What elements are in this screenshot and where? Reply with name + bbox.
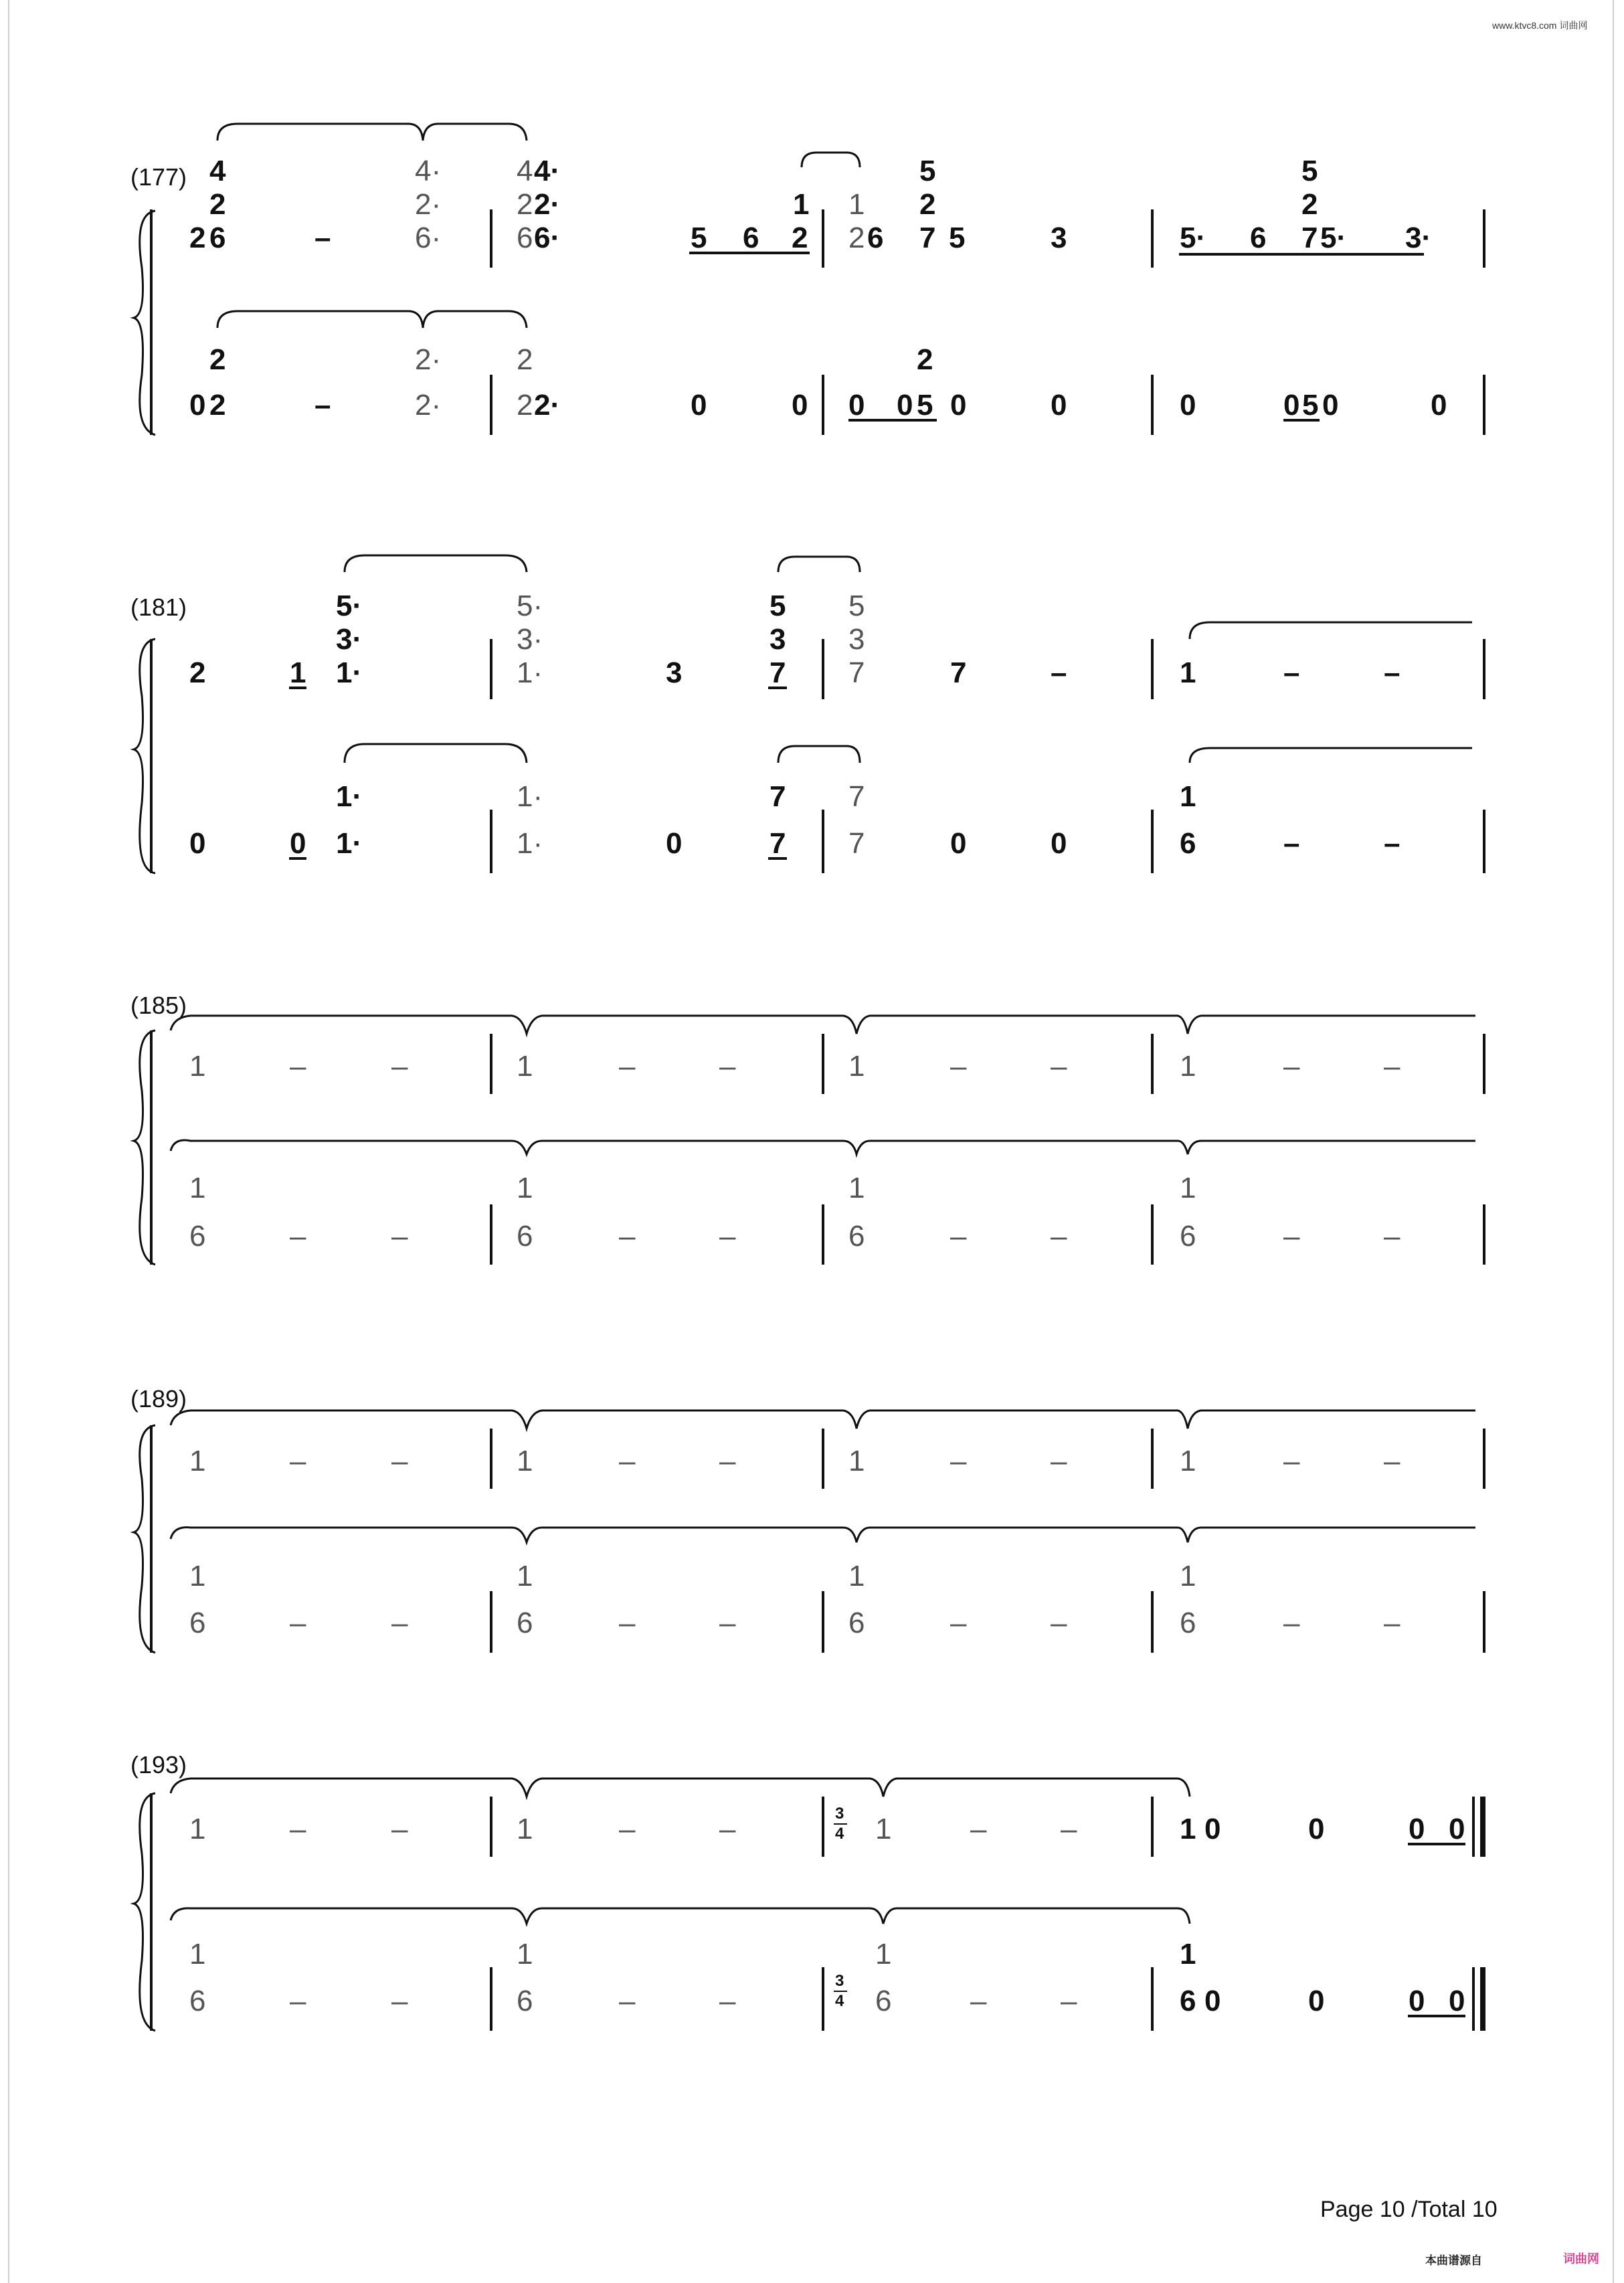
svg-text:–: –	[391, 1050, 408, 1083]
svg-text:1: 1	[517, 1813, 533, 1845]
svg-text:–: –	[1051, 656, 1067, 689]
svg-text:1: 1	[517, 1050, 533, 1083]
svg-text:3: 3	[1051, 221, 1067, 254]
system-189	[130, 1385, 1484, 1653]
system-181	[130, 555, 1484, 873]
svg-text:0: 0	[848, 389, 865, 422]
svg-text:–: –	[1061, 1985, 1077, 2017]
svg-text:0: 0	[1204, 1985, 1221, 2017]
svg-text:6: 6	[1180, 827, 1196, 860]
svg-text:–: –	[1051, 1445, 1067, 1477]
svg-text:–: –	[950, 1445, 967, 1477]
svg-text:–: –	[1384, 656, 1401, 689]
svg-text:1·: 1·	[517, 827, 543, 860]
svg-text:–: –	[391, 1445, 408, 1477]
tie-slur	[171, 1016, 1475, 1034]
svg-text:6: 6	[1180, 1607, 1196, 1639]
svg-text:6: 6	[1250, 221, 1267, 254]
svg-text:5: 5	[770, 589, 786, 622]
svg-text:–: –	[619, 1445, 636, 1477]
svg-text:1·: 1·	[336, 827, 363, 860]
svg-text:7: 7	[919, 221, 936, 254]
svg-text:1: 1	[189, 1445, 206, 1477]
svg-text:–: –	[391, 1220, 408, 1253]
svg-text:2: 2	[1301, 188, 1318, 221]
tie-slur	[1190, 748, 1472, 763]
lower-staff-notes	[189, 343, 1447, 422]
svg-text:1: 1	[189, 1172, 206, 1204]
svg-text:0: 0	[290, 827, 306, 860]
svg-text:–: –	[314, 389, 331, 422]
svg-text:0: 0	[1409, 1985, 1425, 2017]
svg-text:–: –	[290, 1050, 306, 1083]
svg-text:1: 1	[1180, 780, 1196, 813]
svg-text:0: 0	[189, 827, 206, 860]
svg-text:–: –	[1384, 1220, 1401, 1253]
tie-slur	[778, 557, 860, 572]
tie-slur	[171, 1778, 1190, 1797]
svg-text:4·: 4·	[415, 155, 442, 187]
lower-staff-notes	[189, 780, 1400, 860]
svg-text:–: –	[1384, 1607, 1401, 1639]
svg-text:–: –	[970, 1813, 987, 1845]
svg-text:1: 1	[848, 1050, 865, 1083]
svg-text:2: 2	[792, 221, 808, 254]
svg-text:2·: 2·	[415, 188, 442, 221]
svg-text:–: –	[719, 1813, 736, 1845]
svg-text:–: –	[970, 1985, 987, 2017]
svg-text:5: 5	[919, 155, 936, 187]
svg-text:1: 1	[189, 1560, 206, 1592]
tie-slur	[778, 746, 860, 763]
svg-text:–: –	[1283, 1607, 1300, 1639]
svg-text:6: 6	[743, 221, 759, 254]
svg-text:7: 7	[770, 827, 786, 860]
svg-text:4: 4	[209, 155, 226, 187]
upper-staff-notes	[189, 1050, 1401, 1083]
svg-text:1·: 1·	[517, 656, 543, 689]
svg-text:2·: 2·	[534, 389, 561, 422]
svg-text:1·: 1·	[517, 780, 543, 813]
svg-text:–: –	[1283, 656, 1300, 689]
measure-number: (185)	[130, 992, 187, 1019]
tie-slur	[171, 1528, 1475, 1542]
svg-text:1: 1	[875, 1938, 892, 1971]
svg-text:–: –	[1283, 1050, 1300, 1083]
svg-text:–: –	[950, 1050, 967, 1083]
svg-text:–: –	[1283, 827, 1300, 860]
svg-text:6: 6	[848, 1607, 865, 1639]
svg-text:3·: 3·	[336, 623, 363, 656]
svg-text:–: –	[619, 1220, 636, 1253]
lower-staff-notes	[189, 1172, 1401, 1253]
svg-text:1: 1	[848, 188, 865, 221]
svg-text:–: –	[619, 1050, 636, 1083]
svg-text:6: 6	[1180, 1220, 1196, 1253]
svg-text:0: 0	[1204, 1813, 1221, 1845]
svg-text:5·: 5·	[1180, 221, 1206, 254]
svg-text:0: 0	[691, 389, 707, 422]
svg-text:3: 3	[835, 1805, 844, 1823]
svg-text:1: 1	[517, 1445, 533, 1477]
svg-text:–: –	[950, 1220, 967, 1253]
page-label: Page 10 /Total 10	[1320, 2197, 1498, 2222]
svg-text:–: –	[1061, 1813, 1077, 1845]
svg-text:3·: 3·	[517, 623, 543, 656]
svg-text:0: 0	[1409, 1813, 1425, 1845]
svg-text:5: 5	[691, 221, 707, 254]
tie-slur	[217, 311, 527, 328]
tie-slur	[345, 744, 527, 763]
tie-slur	[171, 1140, 1475, 1154]
svg-text:1: 1	[1180, 1560, 1196, 1592]
svg-text:1: 1	[793, 188, 810, 221]
svg-text:1: 1	[848, 1560, 865, 1592]
svg-text:3: 3	[835, 1972, 844, 1990]
svg-text:0: 0	[950, 827, 967, 860]
svg-text:6: 6	[867, 221, 884, 254]
tie-slur	[802, 153, 860, 167]
svg-text:–: –	[1384, 1050, 1401, 1083]
svg-text:–: –	[1051, 1220, 1067, 1253]
svg-text:–: –	[719, 1607, 736, 1639]
svg-text:–: –	[619, 1985, 636, 2017]
svg-text:–: –	[290, 1607, 306, 1639]
tie-slur	[345, 555, 527, 572]
upper-staff-notes	[189, 155, 1431, 254]
lower-staff-notes	[189, 1560, 1401, 1639]
svg-text:–: –	[719, 1220, 736, 1253]
svg-text:–: –	[1384, 827, 1401, 860]
tie-slur	[171, 1908, 1190, 1924]
svg-text:2: 2	[517, 343, 533, 376]
svg-text:0: 0	[1308, 1813, 1325, 1845]
svg-text:4: 4	[835, 1992, 844, 2010]
system-177	[130, 124, 1484, 435]
svg-text:4: 4	[835, 1825, 844, 1843]
svg-text:3: 3	[848, 623, 865, 656]
svg-text:7: 7	[848, 656, 865, 689]
svg-text:2: 2	[209, 389, 226, 422]
svg-text:2: 2	[189, 656, 206, 689]
svg-text:6: 6	[848, 1220, 865, 1253]
svg-text:–: –	[1051, 1607, 1067, 1639]
svg-text:6: 6	[517, 1985, 533, 2017]
svg-text:5: 5	[1302, 389, 1319, 422]
svg-text:–: –	[719, 1985, 736, 2017]
svg-text:4: 4	[517, 155, 533, 187]
svg-text:7: 7	[770, 656, 786, 689]
svg-text:7: 7	[770, 780, 786, 813]
svg-text:2·: 2·	[415, 343, 442, 376]
svg-text:3·: 3·	[1405, 221, 1432, 254]
svg-text:2: 2	[209, 343, 226, 376]
svg-text:–: –	[719, 1050, 736, 1083]
svg-text:4·: 4·	[534, 155, 561, 187]
svg-text:–: –	[1283, 1220, 1300, 1253]
upper-staff-notes	[189, 589, 1400, 689]
measure-number: (193)	[130, 1751, 187, 1778]
svg-text:6: 6	[517, 1220, 533, 1253]
lower-staff-notes	[189, 1938, 1465, 2017]
svg-text:1: 1	[1180, 656, 1196, 689]
site-logo: 词曲网	[1563, 2252, 1599, 2266]
svg-text:1: 1	[1180, 1172, 1196, 1204]
svg-text:2: 2	[919, 188, 936, 221]
measure-number: (177)	[130, 163, 187, 191]
tie-slur	[1190, 622, 1472, 639]
svg-text:0: 0	[1180, 389, 1196, 422]
svg-text:5·: 5·	[517, 589, 543, 622]
svg-text:7: 7	[950, 656, 967, 689]
svg-text:1: 1	[517, 1938, 533, 1971]
svg-text:6·: 6·	[415, 221, 442, 254]
svg-text:–: –	[719, 1445, 736, 1477]
time-signature-lower	[834, 1972, 847, 2010]
svg-text:–: –	[1283, 1445, 1300, 1477]
svg-text:6: 6	[875, 1985, 892, 2017]
svg-text:1: 1	[875, 1813, 892, 1845]
svg-text:1: 1	[1180, 1813, 1196, 1845]
svg-text:1: 1	[517, 1560, 533, 1592]
svg-text:7: 7	[1301, 221, 1318, 254]
svg-text:7: 7	[848, 827, 865, 860]
svg-text:6: 6	[189, 1220, 206, 1253]
svg-text:5·: 5·	[1320, 221, 1347, 254]
svg-text:–: –	[290, 1813, 306, 1845]
svg-text:0: 0	[189, 389, 206, 422]
svg-text:3: 3	[666, 656, 683, 689]
svg-text:–: –	[1051, 1050, 1067, 1083]
svg-text:0: 0	[666, 827, 683, 860]
svg-text:–: –	[619, 1813, 636, 1845]
svg-text:5: 5	[917, 389, 933, 422]
tie-slur	[217, 124, 527, 141]
upper-staff-notes	[189, 1445, 1401, 1477]
upper-staff-notes	[189, 1813, 1465, 1845]
svg-text:0: 0	[897, 389, 913, 422]
svg-text:0: 0	[1449, 1813, 1465, 1845]
svg-text:0: 0	[1431, 389, 1447, 422]
svg-text:–: –	[314, 221, 331, 254]
svg-text:6·: 6·	[534, 221, 561, 254]
svg-text:2: 2	[189, 221, 206, 254]
svg-text:–: –	[391, 1985, 408, 2017]
svg-text:5·: 5·	[336, 589, 363, 622]
svg-text:6: 6	[517, 221, 533, 254]
svg-text:2: 2	[517, 389, 533, 422]
svg-text:–: –	[1384, 1445, 1401, 1477]
svg-text:1: 1	[189, 1813, 206, 1845]
svg-text:5: 5	[848, 589, 865, 622]
svg-text:1: 1	[290, 656, 306, 689]
svg-text:0: 0	[1051, 827, 1067, 860]
svg-text:–: –	[950, 1607, 967, 1639]
svg-text:–: –	[290, 1445, 306, 1477]
system-193	[130, 1751, 1483, 2031]
svg-text:1: 1	[189, 1938, 206, 1971]
system-185	[130, 992, 1484, 1265]
svg-text:2: 2	[209, 188, 226, 221]
svg-text:1: 1	[1180, 1938, 1196, 1971]
svg-text:0: 0	[1051, 389, 1067, 422]
svg-text:1: 1	[1180, 1050, 1196, 1083]
svg-text:0: 0	[950, 389, 967, 422]
svg-text:0: 0	[1449, 1985, 1465, 2017]
svg-text:–: –	[290, 1985, 306, 2017]
svg-text:5: 5	[1301, 155, 1318, 187]
svg-text:6: 6	[1180, 1985, 1196, 2017]
measure-number: (181)	[130, 593, 187, 621]
svg-text:1: 1	[848, 1172, 865, 1204]
svg-text:1: 1	[848, 1445, 865, 1477]
svg-text:2: 2	[848, 221, 865, 254]
svg-text:6: 6	[209, 221, 226, 254]
svg-text:1·: 1·	[336, 656, 363, 689]
svg-text:0: 0	[1322, 389, 1339, 422]
svg-text:1: 1	[517, 1172, 533, 1204]
svg-text:7: 7	[848, 780, 865, 813]
site-watermark: www.ktvc8.com 词曲网	[1492, 20, 1588, 31]
svg-text:1·: 1·	[336, 780, 363, 813]
svg-text:0: 0	[1308, 1985, 1325, 2017]
tie-slur	[171, 1410, 1475, 1429]
svg-text:–: –	[619, 1607, 636, 1639]
svg-text:3: 3	[770, 623, 786, 656]
svg-text:1: 1	[189, 1050, 206, 1083]
time-signature-upper	[834, 1805, 847, 1843]
svg-text:5: 5	[949, 221, 966, 254]
svg-text:–: –	[391, 1813, 408, 1845]
svg-text:6: 6	[189, 1607, 206, 1639]
svg-text:0: 0	[1283, 389, 1300, 422]
svg-text:2·: 2·	[415, 389, 442, 422]
svg-text:2: 2	[917, 343, 933, 376]
svg-text:6: 6	[189, 1985, 206, 2017]
svg-text:2·: 2·	[534, 188, 561, 221]
svg-text:–: –	[290, 1220, 306, 1253]
svg-text:0: 0	[792, 389, 808, 422]
svg-text:–: –	[391, 1607, 408, 1639]
source-text: 本曲谱源自	[1425, 2254, 1482, 2267]
svg-text:6: 6	[517, 1607, 533, 1639]
measure-number: (189)	[130, 1385, 187, 1412]
svg-text:2: 2	[517, 188, 533, 221]
svg-text:1: 1	[1180, 1445, 1196, 1477]
